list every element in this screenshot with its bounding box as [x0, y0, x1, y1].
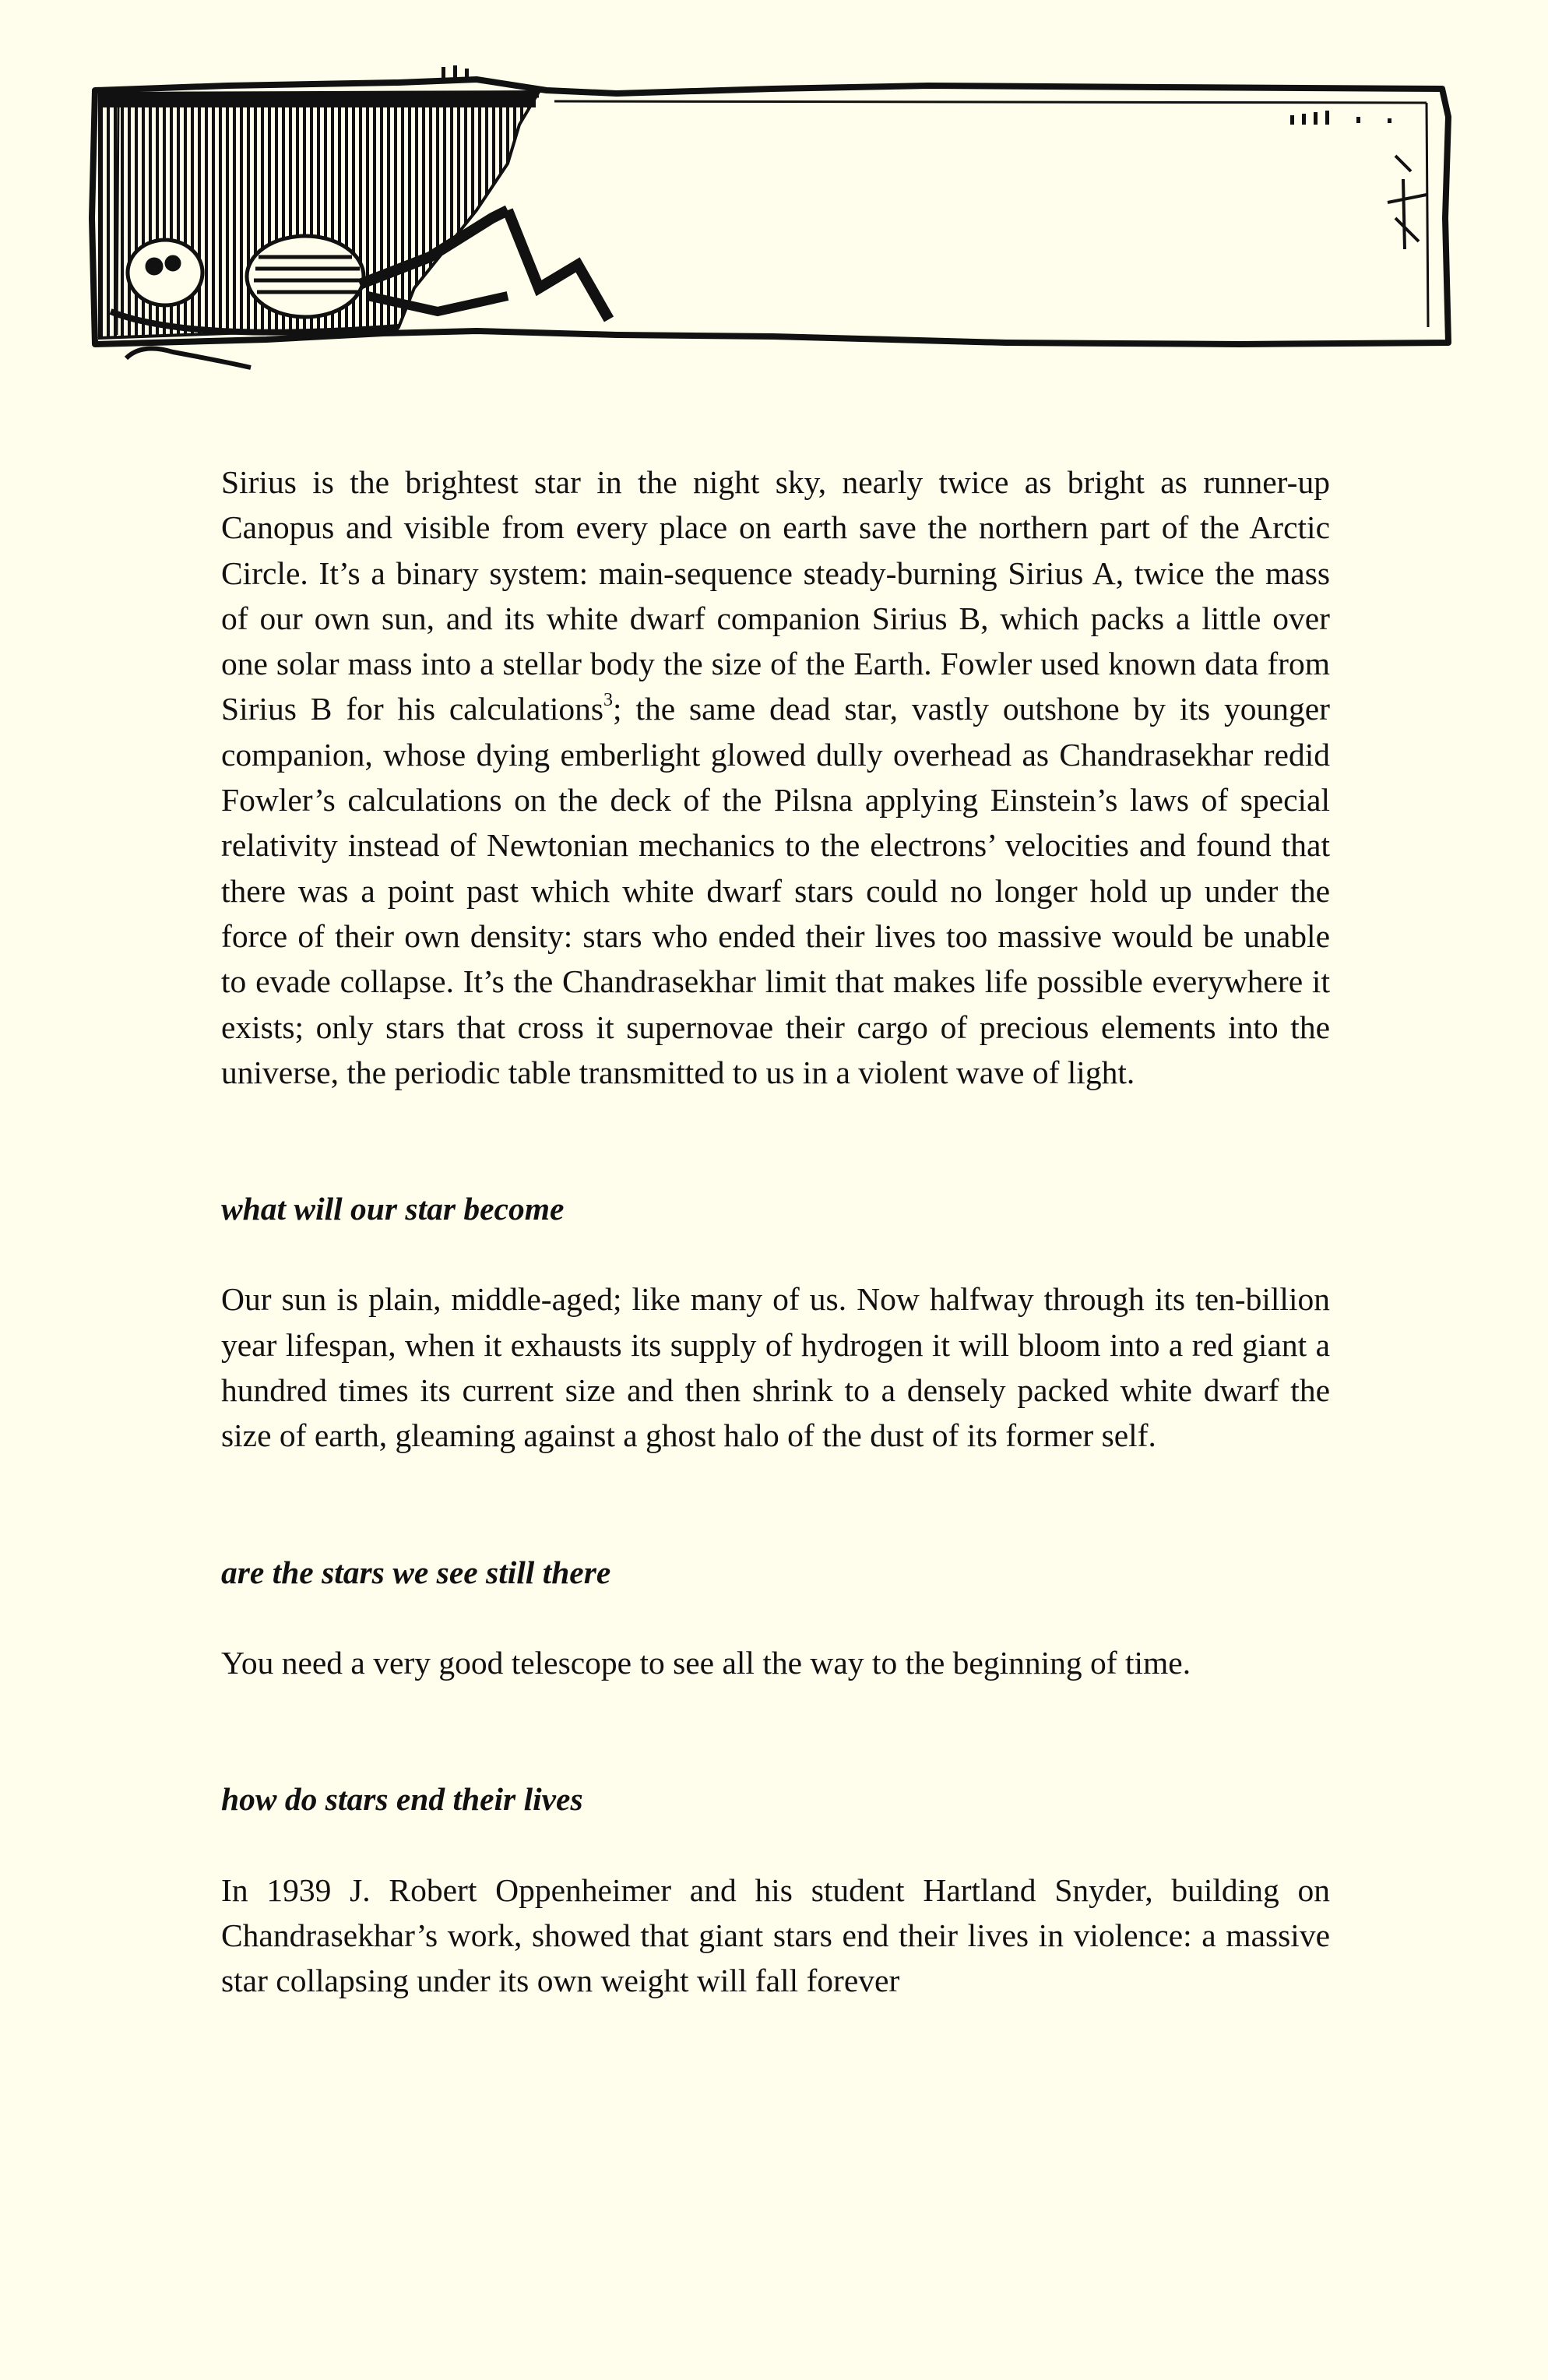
- heading-are-the-stars-still-there: are the stars we see still there: [221, 1554, 611, 1590]
- footnote-marker[interactable]: 3: [603, 690, 614, 711]
- paragraph-telescope: You need a very good telescope to see all the way to the beginning of time.: [221, 1644, 1191, 1681]
- heading-how-do-stars-end: how do stars end their lives: [221, 1781, 583, 1818]
- main-text: [221, 459, 1330, 2003]
- paragraph-our-sun: Our sun is plain, middle-aged; like many of us. Now halfway through its ten-billion year lifespan, when it exhausts its supply of hydrogen it will bloom into a red giant a hundred times its current size and then shrink to a densely packed white dwarf the size of earth, gleaming against a ghost halo of the dust of its former self.: [221, 1281, 1330, 1454]
- decorative-banner-illustration: [72, 62, 1473, 389]
- skeleton-tomb-icon: [72, 62, 1473, 389]
- paragraph-sirius: Sirius is the brightest star in the night sky, nearly twice as bright as runner-up Canopus and visible from every place on earth save the northern part of the Arctic Circle. It’s a binary system: main-sequence steady-burning Sirius A, twice the mass of our own sun, and its white dwarf companion Sirius B, which packs a little over one solar mass into a stellar body the size of the Earth. Fowler used known data from Sirius B for his calculations$^3$; the same dead star, vastly outshone by its younger companion, whose dying emberlight glowed dully overhead as Chandrasekhar redid Fowler’s calculations on the deck of the Pilsna applying Einstein’s laws of special relativity instead of Newtonian mechanics to the electrons’ velocities and found that there was a point past which white dwarf stars could no longer hold up under the force of their own density: stars who ended their lives too massive would be unable to evade collapse. It’s the Chandrasekhar limit that makes life possible everywhere it exists; only stars that cross it supernovae their cargo of precious elements into the universe, the periodic table transmitted to us in a violent wave of light.: [221, 464, 1330, 1090]
- paragraph-oppenheimer: In 1939 J. Robert Oppenheimer and his student Hartland Snyder, building on Chandrasekhar’s work, showed that giant stars end their lives in violence: a massive star collapsing under its own weight will fall forever: [221, 1871, 1330, 1999]
- heading-what-will-our-star-become: what will our star become: [221, 1191, 565, 1227]
